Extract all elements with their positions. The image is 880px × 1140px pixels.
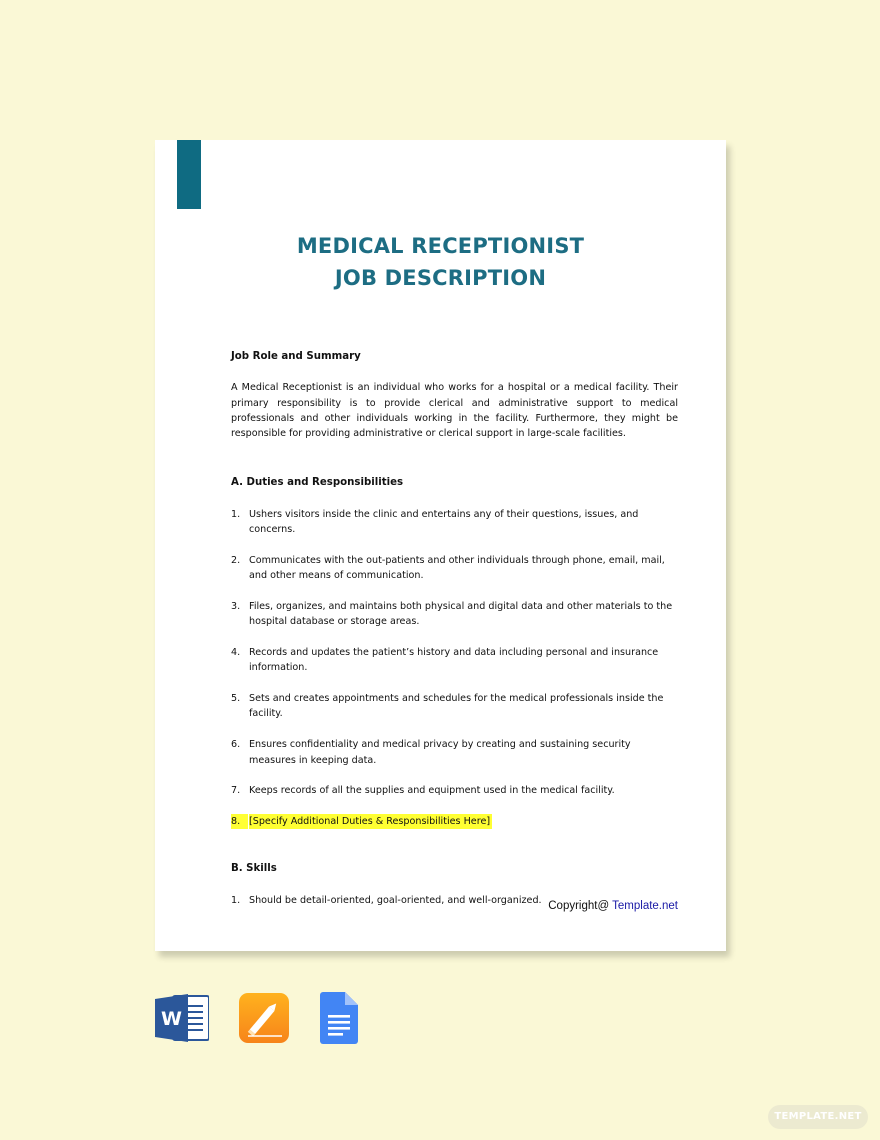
list-number: 1.	[231, 508, 241, 520]
list-number: 4.	[231, 647, 241, 659]
copyright-link[interactable]: Template.net	[612, 900, 678, 912]
list-text: Ushers visitors inside the clinic and entertains any of their questions, issues, and concerns.	[249, 508, 639, 536]
list-item	[231, 645, 678, 676]
list-text: Records and updates the patient’s history and data including personal and insurance information.	[249, 647, 659, 674]
placeholder-text: [Specify Additional Duties & Responsibilities Here]	[249, 814, 492, 829]
duties-heading: A. Duties and Responsibilities	[231, 477, 404, 489]
google-docs-icon[interactable]	[318, 992, 372, 1044]
summary-text: A Medical Receptionist is an individual who works for a hospital or a medical facility. Their primary responsibility is to provide clerical and administrative support to medical professionals and other individuals working in the facility. Furthermore, they might be responsible for providing administrative or clerical support in large-scale facilities.	[231, 382, 678, 440]
list-number: 8.	[231, 814, 248, 829]
list-number: 6.	[231, 739, 241, 751]
list-number: 5.	[231, 693, 241, 705]
accent-bar	[177, 140, 201, 209]
list-text: Should be detail-oriented, goal-oriented, and well-organized.	[249, 894, 542, 906]
list-number: 1.	[231, 894, 241, 906]
document-title	[155, 230, 726, 294]
list-text: Communicates with the out-patients and other individuals through phone, email, mail, and other means of communication.	[249, 554, 665, 582]
word-icon[interactable]	[155, 992, 209, 1044]
list-number: 7.	[231, 785, 241, 797]
list-number: 3.	[231, 600, 241, 612]
word-icon-letter: W	[161, 1008, 182, 1030]
title-line-1: MEDICAL RECEPTIONIST	[296, 234, 585, 258]
title-line-2: JOB DESCRIPTION	[334, 266, 547, 290]
list-text: Files, organizes, and maintains both physical and digital data and other materials to the hospital database or storage areas.	[249, 600, 673, 628]
list-item	[231, 599, 678, 630]
pages-icon[interactable]	[238, 992, 292, 1044]
list-number: 2.	[231, 554, 241, 566]
list-item-placeholder	[231, 814, 678, 829]
skills-heading: B. Skills	[231, 863, 277, 875]
list-item	[231, 691, 678, 722]
list-item	[231, 783, 678, 798]
copyright-notice	[548, 900, 678, 912]
document-body	[231, 349, 678, 908]
list-text: Ensures confidentiality and medical privacy by creating and sustaining security measures in keeping data.	[249, 739, 631, 766]
duties-list	[231, 507, 678, 830]
watermark-badge: TEMPLATE.NET	[768, 1105, 868, 1129]
list-text: Sets and creates appointments and schedules for the medical professionals inside the facility.	[249, 693, 664, 720]
copyright-prefix: Copyright@	[548, 900, 613, 912]
list-text: Keeps records of all the supplies and equipment used in the medical facility.	[249, 785, 615, 797]
list-item	[231, 553, 678, 584]
document-page	[155, 140, 726, 951]
list-item	[231, 507, 678, 538]
summary-heading: Job Role and Summary	[231, 351, 361, 362]
list-item	[231, 737, 678, 768]
